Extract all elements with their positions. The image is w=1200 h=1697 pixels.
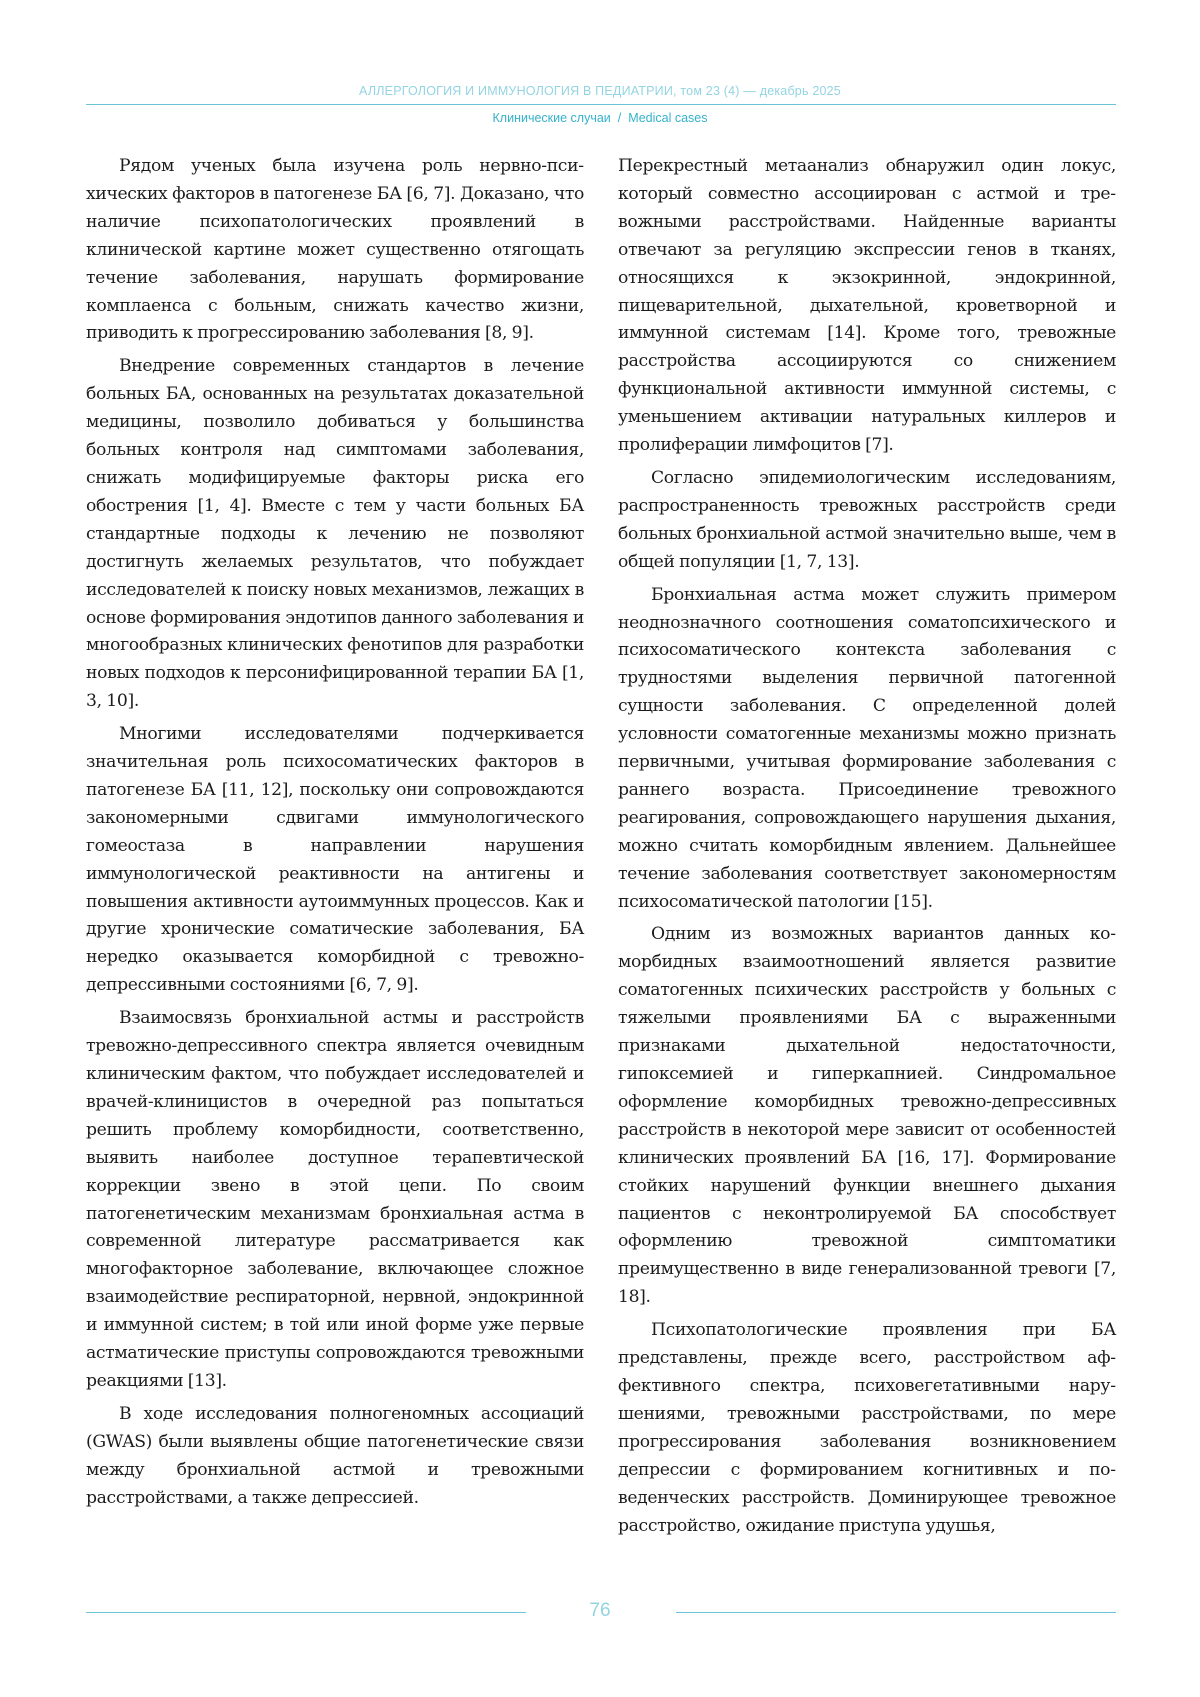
paragraph: В ходе исследования полногеномных ассоциаций (GWAS) были выявлены общие патогенетические связи между бронхиальной астмой и тревожными расстройствами, а также депрессией.	[86, 1403, 584, 1508]
paragraph: Согласно эпидемиологическим исследованиям, распространенность тревожных расстройств среди больных бронхиальной астмой значительно выше, чем в общей популяции [1, 7, 13].	[618, 467, 1116, 572]
paragraph-continued: Перекрестный метаанализ обнаружил один локус, который совместно ассоциирован с астмой и тревожными расстройствами. Найденные варианты отвечают за регуляцию экспрессии генов в тканях, относящихся к экзокринной, эндокринной, пищеварительной, дыхательной, кроветворной и иммунной системам [14]. Кроме того, тревожные расстройства ассоциируются со снижением функциональной активности иммунной системы, с уменьшением активации натуральных киллеров и пролиферации лимфоцитов [7].	[618, 156, 1116, 456]
footer-rule-left	[86, 1612, 526, 1613]
header-rule	[86, 104, 1116, 105]
page-number: 76	[589, 1600, 611, 1621]
section-label	[0, 111, 1200, 125]
section-label-separator: /	[617, 111, 622, 125]
section-label-ru: Клинические случаи	[492, 111, 611, 125]
paragraph: Внедрение современных стандартов в лечение больных БА, основанных на результатах доказательной медицины, позволило добиваться у большинства больных контроля над симптомами заболевания, снижать модифицируемые факторы риска его обострения [1, 4]. Вместе с тем у части больных БА стандартные подходы к лечению не позволяют достигнуть желаемых результатов, что побуждает исследователей к поиску новых механизмов, лежащих в основе формирования эндотипов данного заболевания и многообразных клинических фенотипов для разработки новых подходов к персонифицированной терапии БА [1, 3, 10].	[86, 356, 584, 712]
section-label-en: Medical cases	[628, 111, 708, 125]
footer-rule-right	[676, 1612, 1116, 1613]
paragraph: Взаимосвязь бронхиальной астмы и расстройств тревожно-депрессивного спектра является очевидным клиническим фактом, что побуждает исследователей и врачей-клиницистов в очередной раз попытаться решить проблему коморбидности, соответственно, выявить наиболее доступное терапевтической коррекции звено в этой цепи. По своим патогенетическим механизмам бронхиальная астма в современной литературе рассматривается как многофакторное заболевание, включающее сложное взаимодействие респираторной, нервной, эндокринной и иммунной систем; в той или иной форме уже первые астматические приступы сопровождаются тревожными реакциями [13].	[86, 1008, 584, 1391]
paragraph: Одним из возможных вариантов данных коморбидных взаимоотношений является развитие соматогенных психических расстройств у больных с тяжелыми проявлениями БА с выраженными признаками дыхательной недостаточности, гипоксемией и гиперкапнией. Синдромальное оформление коморбидных тревожно-депрессивных расстройств в некоторой мере зависит от особенностей клинических проявлений БА [16, 17]. Формирование стойких нарушений функции внешнего дыхания пациентов с неконтролируемой БА способствует оформлению тревожной симптоматики преимущественно в виде генерализованной тревоги [7, 18].	[618, 924, 1116, 1308]
paragraph: Многими исследователями подчеркивается значительная роль психосоматических факторов в патогенезе БА [11, 12], поскольку они сопровождаются закономерными сдвигами иммунологического гомеостаза в направлении нарушения иммунологической реактивности на антигены и повышения активности аутоиммунных процессов. Как и другие хронические соматические заболевания, БА нередко оказывается коморбидной с тревожно-депрессивными состояниями [6, 7, 9].	[86, 724, 584, 996]
right-column	[618, 153, 1116, 1545]
paragraph: Бронхиальная астма может служить примером неоднозначного соотношения соматопсихического и психосоматического контекста заболевания с трудностями выделения первичной патогенной сущности заболевания. С определенной долей условности соматогенные механизмы можно признать первичными, учитывая формирование заболевания с раннего возраста. Присоединение тревожного реагирования, сопровождающего нарушения дыхания, можно считать коморбидным явлением. Дальнейшее течение заболевания соответствует закономерностям психосоматической патологии [15].	[618, 584, 1116, 912]
left-column	[86, 153, 584, 1518]
running-head: АЛЛЕРГОЛОГИЯ И ИММУНОЛОГИЯ В ПЕДИАТРИИ, том 23 (4) — декабрь 2025	[359, 84, 841, 98]
paragraph: Психопатологические проявления при БА представлены, прежде всего, расстройством аффективного спектра, психовегетативными нарушениями, тревожными расстройствами, по мере прогрессирования заболевания возникновением депрессии с формированием когнитивных и поведенческих расстройств. Доминирующее тревожное расстройство, ожидание приступа удушья,	[618, 1320, 1116, 1536]
paragraph: Рядом ученых была изучена роль нервно-психических факторов в патогенезе БА [6, 7]. Доказано, что наличие психопатологических проявлений в клинической картине может существенно отягощать течение заболевания, нарушать формирование комплаенса с больным, снижать качество жизни, приводить к прогрессированию заболевания [8, 9].	[86, 156, 584, 344]
